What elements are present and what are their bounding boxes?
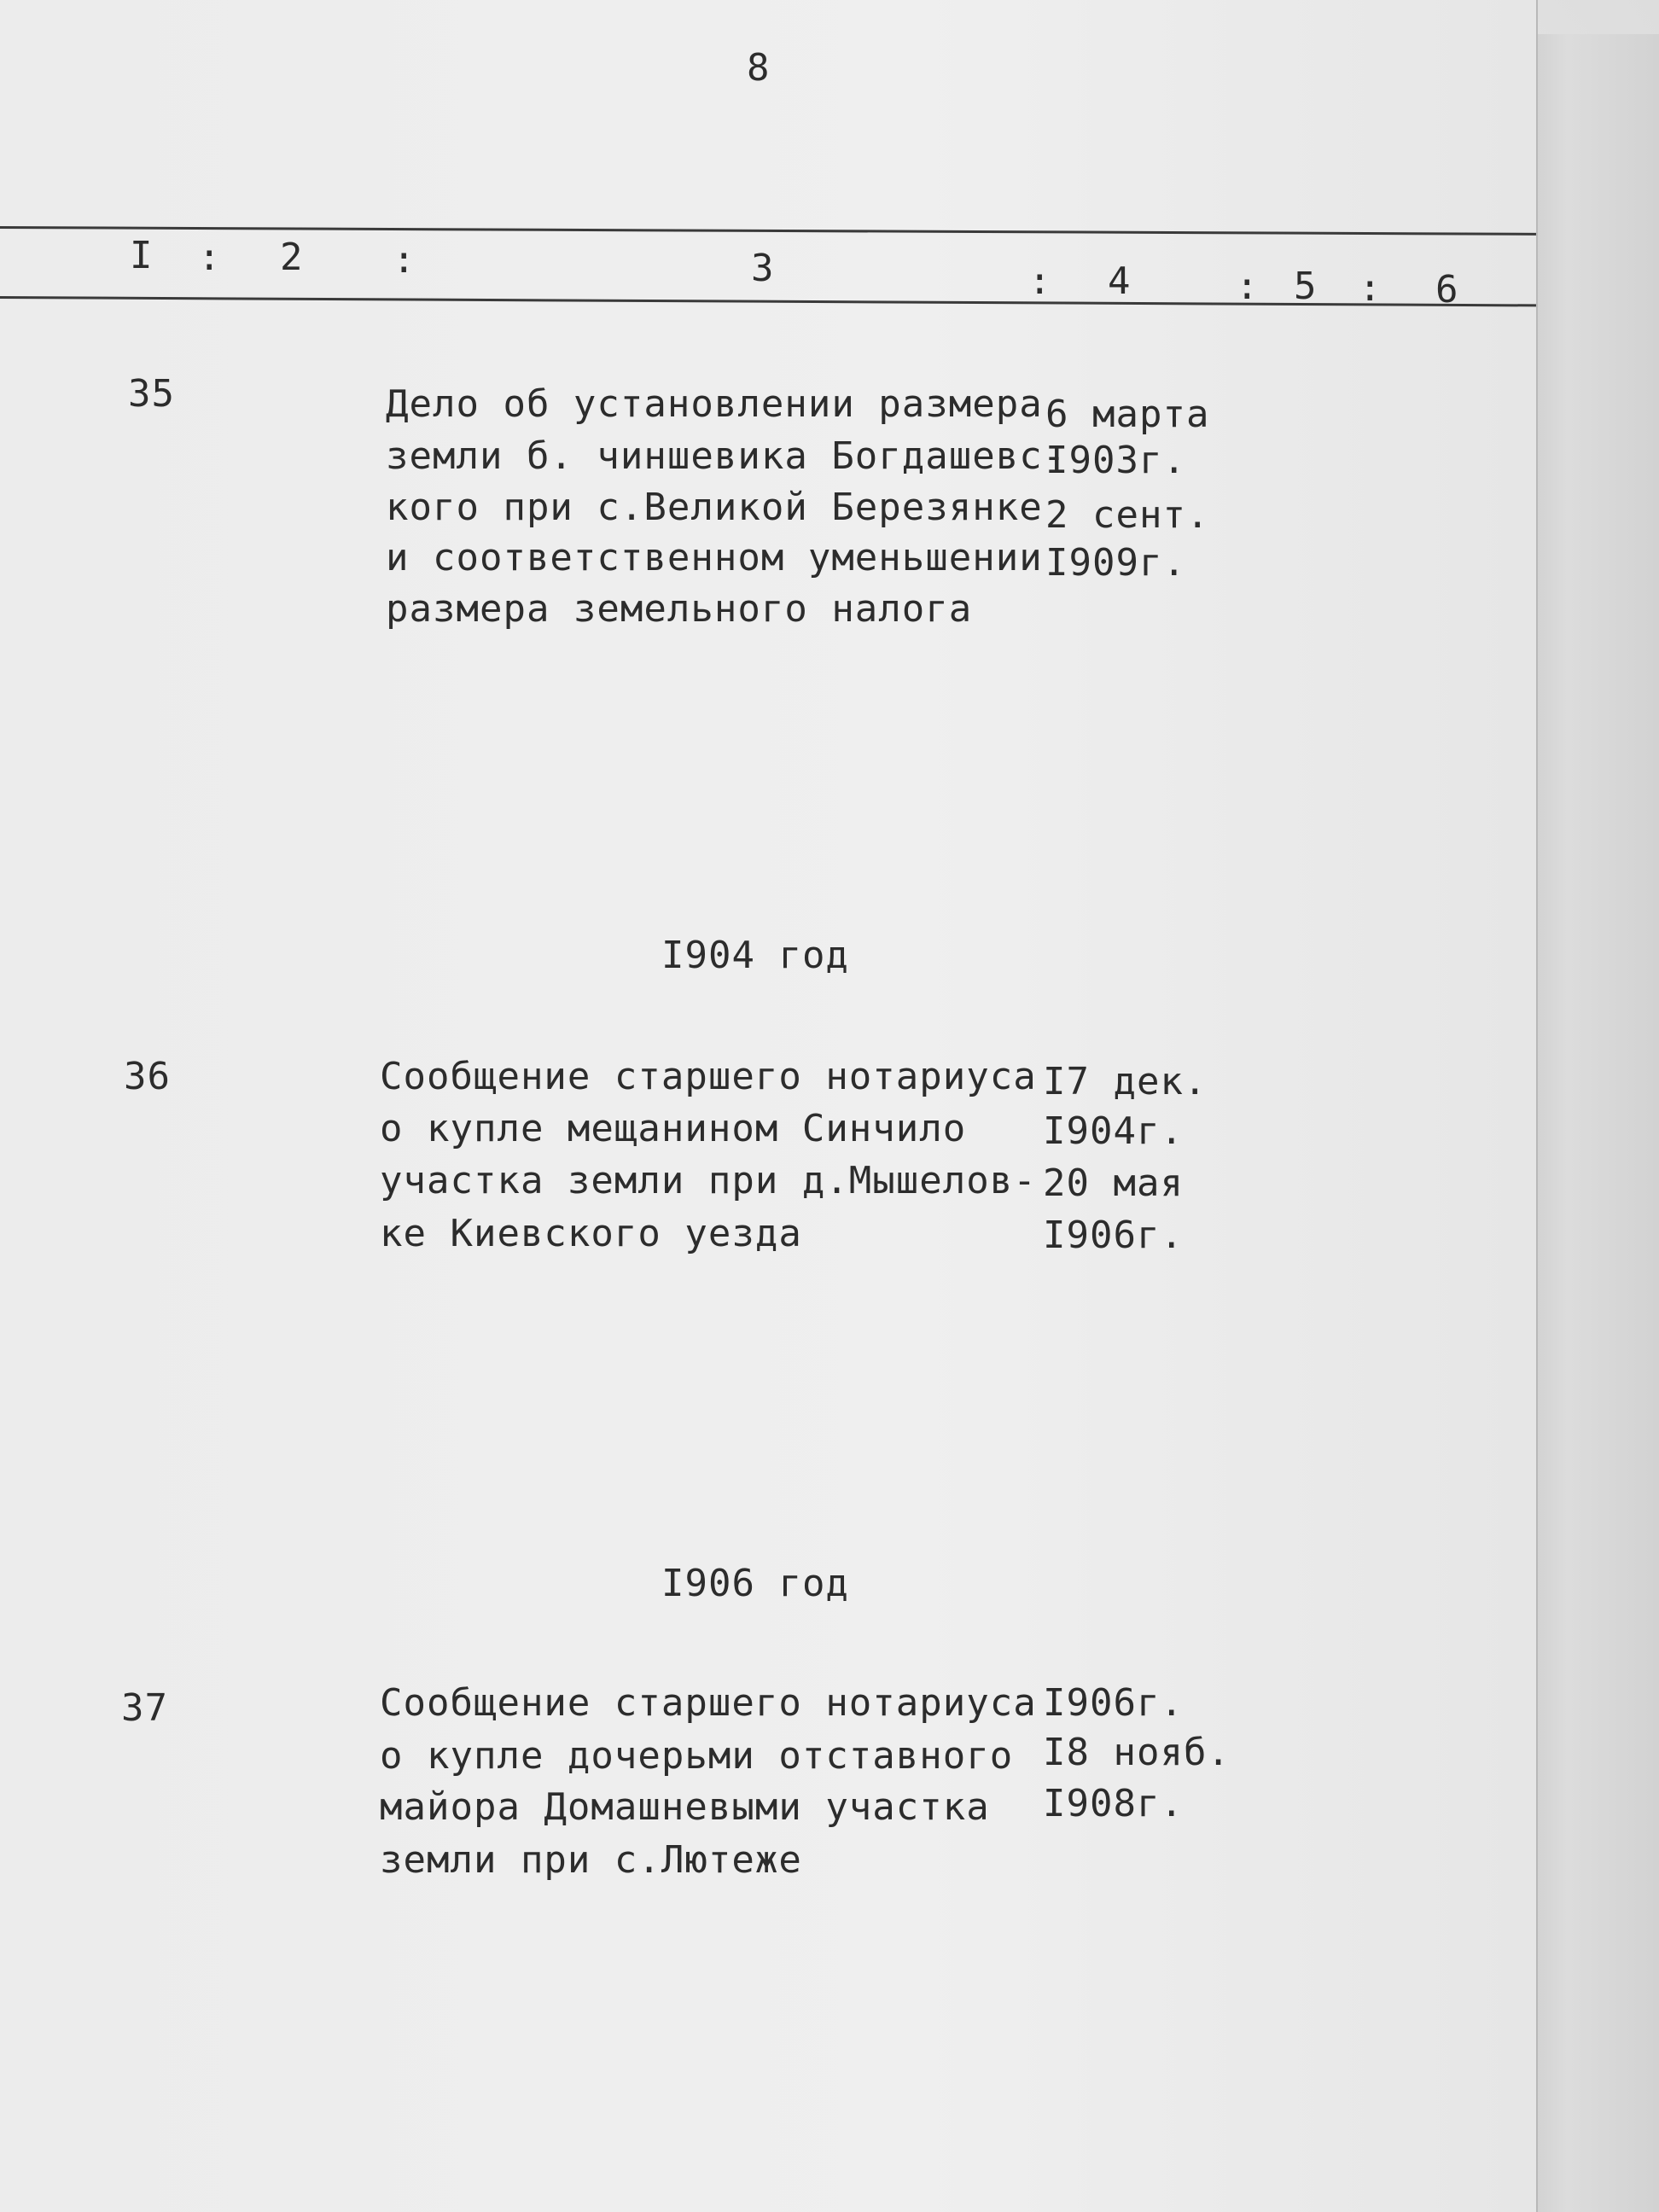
entry-date-line: 2 сент. [1045,493,1210,537]
entry-date-line: I906г. [1043,1214,1184,1257]
page-number: 8 [747,46,771,90]
entry-description-line: ке Киевского уезда [380,1212,802,1255]
entry-number: 36 [124,1055,171,1098]
entry-number: 37 [121,1686,168,1730]
header-top-rule [0,226,1536,236]
entry-date-line: 20 мая [1043,1161,1184,1205]
entry-description-line: кого при с.Великой Березянке [386,486,1043,529]
entry-description-line: земли б. чиншевика Богдашевс- [386,434,1067,478]
column-header-6: 6 [1435,268,1459,311]
entry-date-line: I908г. [1043,1782,1184,1825]
entry-number: 35 [128,372,175,416]
column-header-3: 3 [751,247,775,290]
year-heading: I904 год [661,934,849,977]
year-heading: I906 год [661,1562,849,1605]
underlying-sheet-edge [1528,34,1659,2212]
entry-description-line: и соответственном уменьшении [386,536,1043,579]
entry-description-line: майора Домашневыми участка [380,1785,990,1829]
entry-date-line: I8 нояб. [1043,1731,1231,1774]
column-separator: : [393,238,416,282]
entry-description-line: о купле мещанином Синчило [380,1107,967,1150]
entry-description-line: размера земельного налога [386,587,973,631]
entry-date-line: 6 марта [1045,393,1210,436]
entry-description-line: земли при с.Лютеже [380,1838,802,1882]
entry-description-line: Сообщение старшего нотариуса [380,1055,1037,1098]
entry-date-line: I909г. [1045,541,1186,585]
column-header-5: 5 [1294,265,1318,308]
entry-description-line: о купле дочерьми отставного [380,1734,1014,1778]
entry-date-line: I906г. [1043,1681,1184,1725]
entry-date-line: I7 дек. [1043,1060,1208,1103]
column-header-2: 2 [280,236,304,279]
entry-description-line: участка земли при д.Мышелов- [380,1159,1037,1202]
entry-date-line: I904г. [1043,1109,1184,1153]
entry-description-line: Сообщение старшего нотариуса [380,1681,1037,1725]
entry-description-line: Дело об установлении размера [386,382,1043,426]
column-separator: : [198,236,222,279]
column-separator: : [1359,266,1382,310]
column-header-4: 4 [1108,259,1132,303]
entry-date-line: I903г. [1045,439,1186,482]
column-header-1: I [130,234,154,277]
column-separator: : [1236,265,1260,308]
column-separator: : [1028,259,1052,303]
